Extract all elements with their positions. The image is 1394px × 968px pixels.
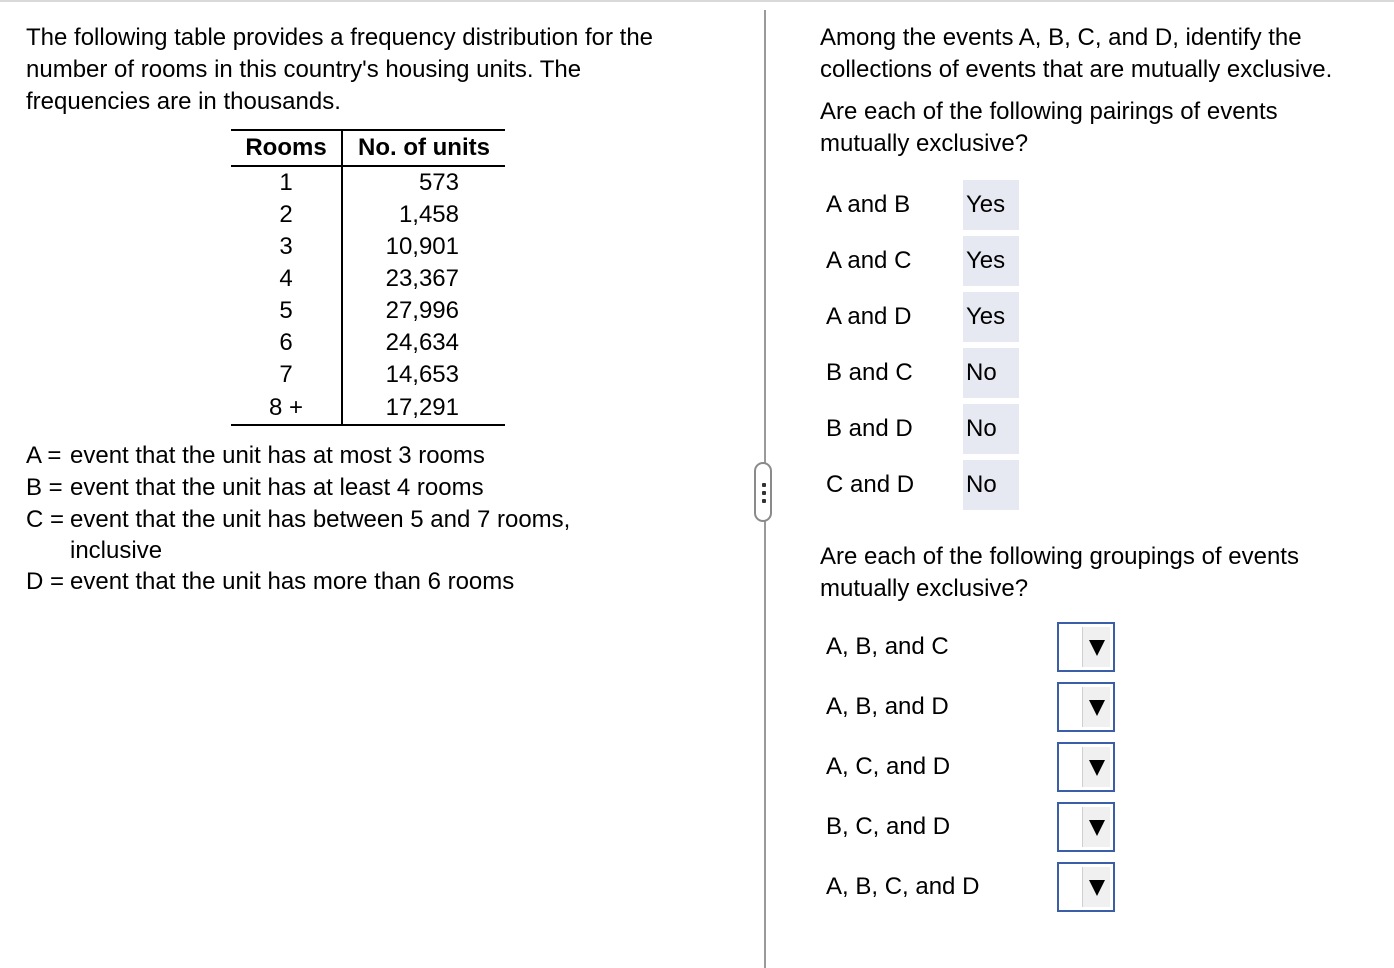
units-cell: 24,634	[385, 329, 459, 356]
pane-resize-handle[interactable]	[754, 462, 772, 522]
group-label: A, B, and D	[826, 693, 949, 720]
rooms-cell: 3	[231, 231, 342, 263]
header-units: No. of units	[342, 130, 505, 166]
dropdown-arrow-icon[interactable]	[1082, 687, 1110, 727]
question-text	[820, 22, 1380, 86]
rooms-cell: 5	[231, 295, 342, 327]
event-label: A =	[26, 442, 62, 469]
table-row	[231, 199, 505, 231]
group-answer-dropdown[interactable]	[1057, 862, 1115, 912]
units-cell: 27,996	[385, 297, 459, 324]
units-cell: 1,458	[398, 201, 459, 228]
right-pane	[820, 22, 1380, 160]
intro-line-3: frequencies are in thousands.	[26, 88, 341, 115]
rooms-cell: 1	[231, 166, 342, 199]
pairs-prompt-line-2: mutually exclusive?	[820, 130, 1029, 157]
rooms-cell: 4	[231, 263, 342, 295]
group-row	[826, 622, 1126, 672]
event-text: event that the unit has at most 3 rooms	[70, 442, 485, 469]
frequency-table	[231, 129, 505, 426]
table-row	[231, 263, 505, 295]
table-row	[231, 295, 505, 327]
intro-text	[26, 22, 726, 118]
event-a-definition	[26, 440, 746, 472]
rooms-cell: 6	[231, 327, 342, 359]
event-text: event that the unit has between 5 and 7 rooms,	[70, 506, 571, 533]
pair-row	[826, 180, 1026, 230]
group-answer-dropdown[interactable]	[1057, 682, 1115, 732]
pair-label: B and D	[826, 415, 913, 442]
group-label: A, B, C, and D	[826, 873, 980, 900]
rooms-cell: 7	[231, 359, 342, 391]
left-pane	[26, 22, 746, 118]
question-line-2: collections of events that are mutually exclusive.	[820, 56, 1333, 83]
pair-row	[826, 292, 1026, 342]
pair-label: A and B	[826, 191, 911, 218]
pair-answer: No	[963, 348, 1019, 398]
pair-label: C and D	[826, 471, 915, 498]
question-line-1: Among the events A, B, C, and D, identify the	[820, 24, 1302, 51]
pair-row	[826, 348, 1026, 398]
pair-answer: No	[963, 460, 1019, 510]
units-cell: 10,901	[385, 233, 459, 260]
table-row	[231, 166, 505, 199]
table-row	[231, 359, 505, 391]
group-answer-dropdown[interactable]	[1057, 742, 1115, 792]
pair-label: B and C	[826, 359, 913, 386]
group-answer-dropdown[interactable]	[1057, 622, 1115, 672]
units-cell: 17,291	[342, 391, 505, 425]
event-text: event that the unit has more than 6 rooms	[70, 568, 515, 595]
units-cell: 14,653	[385, 361, 459, 388]
event-d-definition	[26, 566, 746, 598]
groups-prompt	[820, 541, 1380, 605]
units-cell: 23,367	[385, 265, 459, 292]
dropdown-arrow-icon[interactable]	[1082, 627, 1110, 667]
group-row	[826, 862, 1126, 912]
group-row	[826, 742, 1126, 792]
event-c-definition	[26, 504, 746, 566]
pair-label: A and C	[826, 247, 912, 274]
event-label: B =	[26, 474, 63, 501]
intro-line-1: The following table provides a frequency distribution for the	[26, 24, 654, 51]
groups-prompt-line-2: mutually exclusive?	[820, 575, 1029, 602]
dropdown-arrow-icon[interactable]	[1082, 747, 1110, 787]
group-label: B, C, and D	[826, 813, 951, 840]
pair-answer: No	[963, 404, 1019, 454]
pair-answer: Yes	[963, 236, 1019, 286]
pair-label: A and D	[826, 303, 912, 330]
pair-answer: Yes	[963, 180, 1019, 230]
event-label: D =	[26, 568, 65, 595]
pair-row	[826, 404, 1026, 454]
event-text-continuation: inclusive	[70, 537, 163, 564]
handle-dot	[762, 499, 766, 503]
event-text: event that the unit has at least 4 rooms	[70, 474, 484, 501]
rooms-cell: 2	[231, 199, 342, 231]
group-label: A, C, and D	[826, 753, 951, 780]
table-row	[231, 391, 505, 425]
event-label: C =	[26, 506, 65, 533]
table-row	[231, 231, 505, 263]
pair-row	[826, 236, 1026, 286]
group-row	[826, 802, 1126, 852]
group-answer-dropdown[interactable]	[1057, 802, 1115, 852]
header-rooms: Rooms	[231, 130, 342, 166]
group-label: A, B, and C	[826, 633, 949, 660]
rooms-cell: 8 +	[231, 391, 342, 425]
pair-answer: Yes	[963, 292, 1019, 342]
dropdown-arrow-icon[interactable]	[1082, 807, 1110, 847]
handle-dot	[762, 491, 766, 495]
handle-dot	[762, 483, 766, 487]
pairs-prompt	[820, 96, 1380, 160]
pairs-prompt-line-1: Are each of the following pairings of events	[820, 98, 1278, 125]
event-b-definition	[26, 472, 746, 504]
intro-line-2: number of rooms in this country's housing units. The	[26, 56, 582, 83]
dropdown-arrow-icon[interactable]	[1082, 867, 1110, 907]
top-border	[0, 0, 1394, 2]
table-header-row	[231, 130, 505, 166]
pair-row	[826, 460, 1026, 510]
event-definitions	[26, 440, 746, 598]
group-row	[826, 682, 1126, 732]
groups-prompt-line-1: Are each of the following groupings of events	[820, 543, 1299, 570]
table-row	[231, 327, 505, 359]
units-cell: 573	[418, 169, 459, 196]
